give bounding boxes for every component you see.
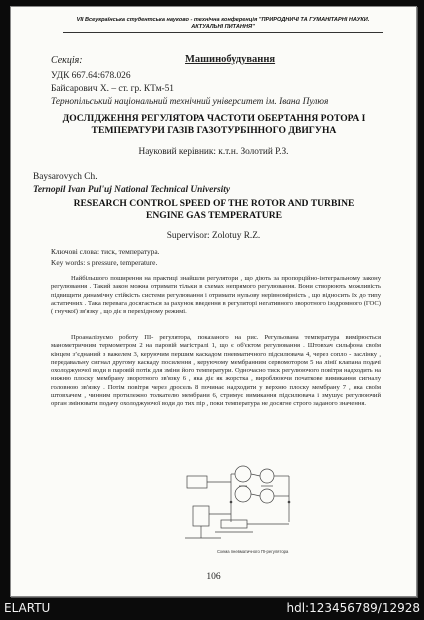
supervisor-en: Supervisor: Zolotuy R.Z. — [166, 231, 261, 241]
paragraph-2: Проаналізуємо роботу ПІ- регулятора, показаного на рис. Регульована температура вимірюється манометричним термометром 2 на паровій магістралі 1, що є об'єктом регулювання . Штовхач сильфона своїм кінцем зʼєднаний з важелем 3, керуючим першим каскадом пневматичного підсилювача 4, через сопло - заслінку , передавальну сигнал другому каскаду посилення , керуючому мембранним сервомотором 5 на лінії клапана подачі охолоджуючої води в паровій потік для зміни його температури. Одночасно тиск регулюючого повітря надходить на нижню плоску мембрану зворотного зв'язку 6 , яка діє як жорстка , вироблюючи початкове вимикання сигналу головною зв'язку . Потім повітря через дросель 8 починає надходити у верхню плоску мембрану 7 , яка своїм штовхачем , чинним протилежно толкателю мембрани 6, стримує вимикання підсилювача і змушує регулюючий орган змінювати подачу охолоджуючої води до тих пір , поки температура не досягне строго заданого значення. — [51, 334, 381, 407]
document-page — [10, 6, 417, 597]
affiliation-ua: Тернопільський національний технічний університет ім. Івана Пулюя — [51, 97, 329, 107]
conference-header: VII Всеукраїнська студентська науково - технічна конференція "ПРИРОДНИЧІ ТА ГУМАНІТАРНІ НАУКИ. АКТУАЛЬНІ ПИТАННЯ" — [63, 17, 383, 33]
title-en-line-1: RESEARCH CONTROL SPEED OF THE ROTOR AND TURBINE — [73, 198, 355, 209]
figure-caption: Схема пневматичного ПІ-регулятора — [217, 549, 289, 554]
title-en-line-2: ENGINE GAS TEMPERATURE — [145, 210, 283, 221]
section-name: Машинобудування — [185, 54, 276, 65]
author-ua: Байсарович Х. – ст. гр. КТм-51 — [51, 84, 174, 94]
handle-id: hdl:123456789/12928 — [286, 601, 420, 615]
title-ua-line-1: ДОСЛІДЖЕННЯ РЕГУЛЯТОРА ЧАСТОТИ ОБЕРТАННЯ РОТОРА І — [62, 113, 366, 124]
section-label: Секція: — [51, 55, 83, 66]
paragraph-1: Найбільшого поширення на практиці знайшли регулятори , що діють за пропорційно-інтегральному закону регулювання . Такий закон можна отримати тільки в схемах непрямого регулювання. Вони створюють можливість підвищити динамічну стійкість системи регулювання і отримати нульову нерівномірність , що відносить їх до типу астатичних . Така перевага досягається за рахунок введення в регуляторі негативного зворотного ізодромного (ГОС) ( гнучкої) зв'язку , що діє в перехідному режимі. — [51, 275, 381, 315]
page-number: 106 — [206, 572, 221, 582]
author-en: Baysarovych Ch. — [33, 172, 98, 182]
keywords-en: Key words: s pressure, temperature. — [51, 258, 158, 267]
regulator-scheme-figure — [181, 462, 301, 550]
affiliation-en: Ternopil Ivan Pul'uj National Technical University — [33, 185, 230, 195]
keywords-ua: Ключові слова: тиск, температура. — [51, 247, 160, 256]
supervisor-ua: Науковий керівник: к.т.н. Золотий Р.З. — [138, 147, 289, 157]
repository-name: ELARTU — [4, 601, 51, 615]
udk-code: УДК 667.64:678.026 — [51, 71, 131, 81]
title-ua-line-2: ТЕМПЕРАТУРИ ГАЗІВ ГАЗОТУРБІННОГО ДВИГУНА — [91, 125, 337, 136]
